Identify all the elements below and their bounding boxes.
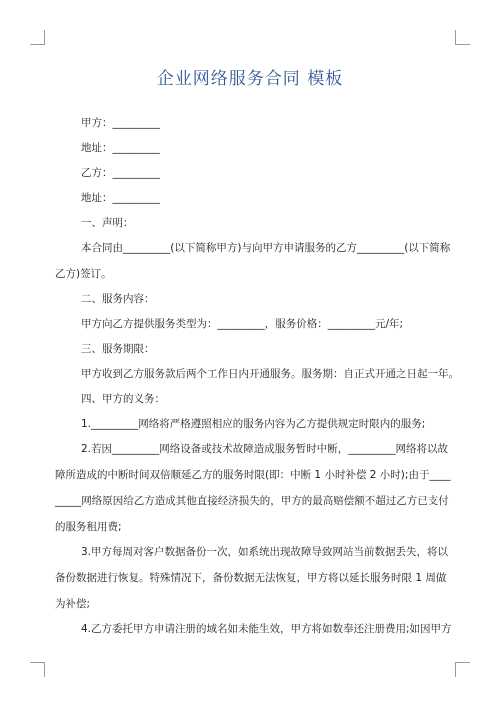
paragraph-line: 本合同由_________(以下简称甲方)与向甲方申请服务的乙方_________(以下简称 (81, 242, 451, 254)
obligation-2 (55, 442, 460, 535)
paragraph-line: 备份数据进行恢复。特殊情况下，备份数据无法恢复，甲方将以延长服务时限 1 周做 (55, 572, 447, 584)
crop-mark-bottom-left (30, 662, 45, 677)
paragraph-line: 2.若因_________网络设备或技术故障造成服务暂时中断，_________网络将以故 (81, 443, 449, 455)
paragraph-service-term (55, 367, 460, 382)
paragraph-declaration (55, 241, 460, 282)
paragraph-line: 甲方收到乙方服务款后两个工作日内开通服务。服务期：自正式开通之日起一年。 (81, 368, 459, 380)
party-b-address: 地址：_________ (81, 192, 160, 204)
obligation-1 (55, 417, 460, 432)
paragraph-line: 的服务租用费; (55, 521, 122, 533)
obligation-4 (55, 622, 460, 637)
party-a: 甲方：_________ (81, 117, 160, 129)
paragraph-service-content (55, 317, 460, 332)
paragraph-line: 3.甲方每周对客户数据备份一次，如系统出现故障导致网站当前数据丢失，将以 (81, 546, 449, 558)
document-body (55, 116, 460, 647)
paragraph-line: 1._________网络将严格遵照相应的服务内容为乙方提供规定时限内的服务; (81, 418, 426, 430)
party-b: 乙方：_________ (81, 167, 160, 179)
paragraph-line: 甲方向乙方提供服务类型为：_________，服务价格：_________元/年; (81, 318, 404, 330)
obligation-3 (55, 545, 460, 612)
section-declaration: 一、声明： (81, 217, 134, 229)
paragraph-line: 障所造成的中断时间双倍顺延乙方的服务时限(即：中断 1 小时补偿 2 小时);由于____ (55, 469, 451, 481)
section-party-a-obligations: 四、甲方的义务： (81, 393, 165, 405)
crop-mark-top-left (30, 30, 45, 45)
party-a-address: 地址：_________ (81, 142, 160, 154)
section-service-content: 二、服务内容： (81, 293, 155, 305)
paragraph-line: 乙方)签订。 (55, 268, 112, 280)
paragraph-line: 4.乙方委托甲方申请注册的域名如未能生效，甲方将如数奉还注册费用;如因甲方 (81, 623, 452, 635)
section-service-term: 三、服务期限： (81, 343, 155, 355)
crop-mark-bottom-right (455, 662, 470, 677)
paragraph-line: 为补偿; (55, 598, 91, 610)
crop-mark-top-right (455, 30, 470, 45)
document-title: 企业网络服务合同 模板 (156, 69, 344, 89)
paragraph-line: _____网络原因给乙方造成其他直接经济损失的，甲方的最高赔偿额不超过乙方已支付 (55, 495, 449, 507)
